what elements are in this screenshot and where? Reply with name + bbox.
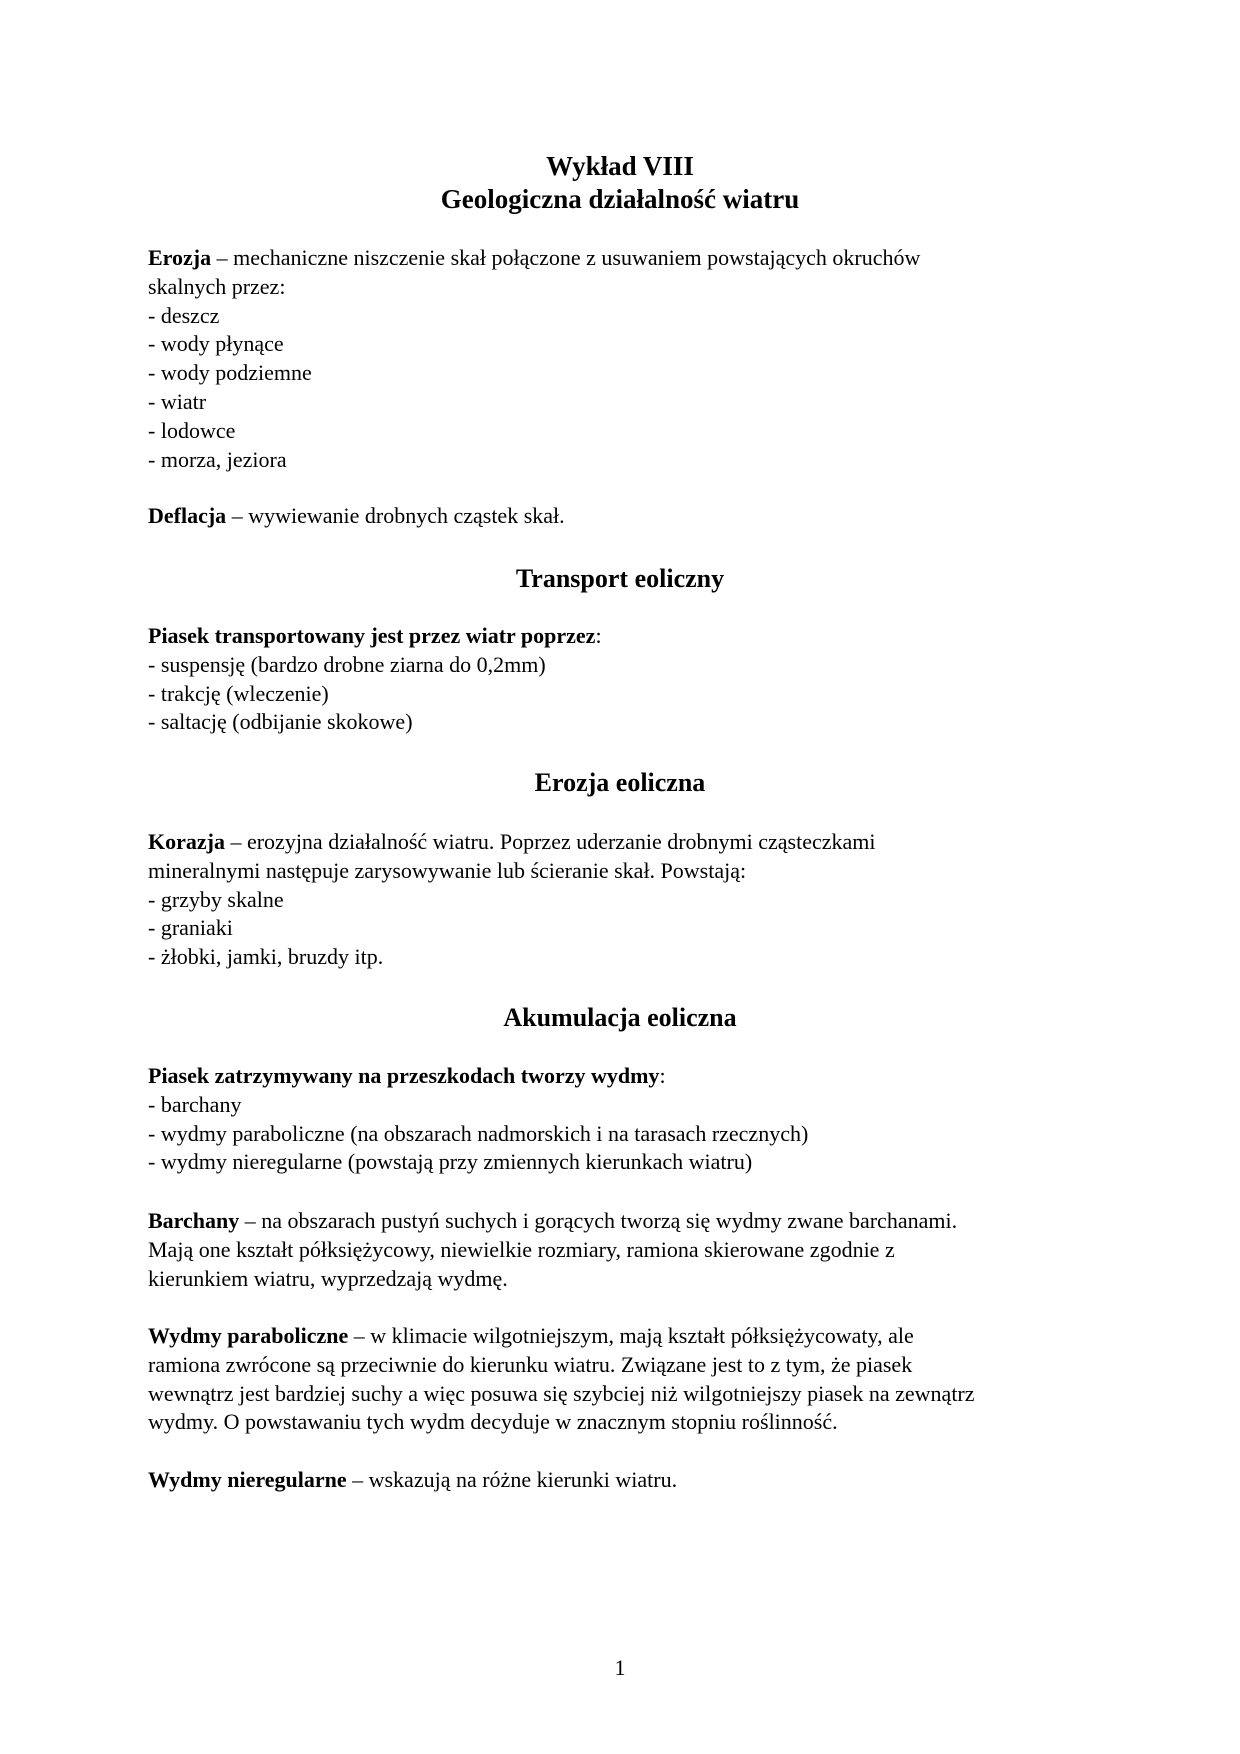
- nieregularne-line: [148, 1466, 1108, 1495]
- transport-section: [148, 622, 1108, 737]
- akumulacja-heading: Akumulacja eoliczna: [503, 1003, 737, 1032]
- nieregularne-section: [148, 1466, 1108, 1495]
- list-item: - wody podziemne: [148, 360, 312, 386]
- nieregularne-term: Wydmy nieregularne: [148, 1467, 347, 1492]
- barchany-line-3: kierunkiem wiatru, wyprzedzają wydmę.: [148, 1265, 508, 1291]
- korazja-section: [148, 828, 1108, 972]
- barchany-section: [148, 1207, 1108, 1293]
- paraboliczne-section: [148, 1322, 1108, 1437]
- list-item: - grzyby skalne: [148, 886, 284, 912]
- erozja-definition-line-2: skalnych przez:: [148, 273, 286, 299]
- paraboliczne-line-4: wydmy. O powstawaniu tych wydm decyduje w znacznym stopniu roślinność.: [148, 1409, 838, 1435]
- deflacja-section: [148, 502, 1108, 531]
- korazja-definition-text: – erozyjna działalność wiatru. Poprzez uderzanie drobnymi cząsteczkami: [224, 829, 876, 854]
- akumulacja-lead-text: Piasek zatrzymywany na przeszkodach tworzy wydmy: [148, 1063, 660, 1088]
- paraboliczne-text: – w klimacie wilgotniejszym, mają kształt półksiężycowaty, ale: [348, 1323, 914, 1348]
- list-item: - suspensję (bardzo drobne ziarna do 0,2mm): [148, 651, 546, 677]
- list-item: - wydmy nieregularne (powstają przy zmiennych kierunkach wiatru): [148, 1149, 753, 1175]
- korazja-term: Korazja: [148, 829, 225, 854]
- korazja-definition-line-2: mineralnymi następuje zarysowywanie lub ścieranie skał. Powstają:: [148, 857, 747, 883]
- deflacja-definition: [148, 502, 1108, 531]
- deflacja-definition-text: – wywiewanie drobnych cząstek skał.: [226, 503, 565, 528]
- list-item: - trakcję (wleczenie): [148, 680, 329, 706]
- erozja-definition-text: – mechaniczne niszczenie skał połączone z usuwaniem powstających okruchów: [211, 245, 921, 270]
- akumulacja-lead: [148, 1062, 1108, 1091]
- transport-lead-text: Piasek transportowany jest przez wiatr poprzez: [148, 623, 596, 648]
- list-item: - żłobki, jamki, bruzdy itp.: [148, 944, 384, 970]
- barchany-line-2: Mają one kształt półksiężycowy, niewielkie rozmiary, ramiona skierowane zgodnie z: [148, 1236, 895, 1262]
- transport-lead-colon: :: [595, 623, 602, 648]
- erozja-definition-line: [148, 244, 1108, 273]
- erozja-section: [148, 244, 1108, 474]
- list-item: - wydmy paraboliczne (na obszarach nadmorskich i na tarasach rzecznych): [148, 1120, 809, 1146]
- list-item: - deszcz: [148, 302, 220, 328]
- paraboliczne-line: [148, 1322, 1108, 1351]
- page-number: 1: [614, 1655, 626, 1680]
- barchany-term: Barchany: [148, 1208, 240, 1233]
- list-item: - wody płynące: [148, 331, 284, 357]
- paraboliczne-line-2: ramiona zwrócone są przeciwnie do kierunku wiatru. Związane jest to z tym, że piasek: [148, 1351, 913, 1377]
- list-item: - wiatr: [148, 388, 207, 414]
- erozja-term: Erozja: [148, 245, 212, 270]
- transport-heading: Transport eoliczny: [515, 564, 725, 593]
- akumulacja-section: [148, 1062, 1108, 1177]
- list-item: - graniaki: [148, 915, 233, 941]
- erozja-eoliczna-heading: Erozja eoliczna: [534, 768, 706, 797]
- list-item: - morza, jeziora: [148, 446, 287, 472]
- korazja-definition-line: [148, 828, 1108, 857]
- list-item: - lodowce: [148, 417, 236, 443]
- barchany-line: [148, 1207, 1108, 1236]
- list-item: - barchany: [148, 1091, 242, 1117]
- paraboliczne-term: Wydmy paraboliczne: [148, 1323, 349, 1348]
- nieregularne-text: – wskazują na różne kierunki wiatru.: [346, 1467, 678, 1492]
- barchany-text: – na obszarach pustyń suchych i gorących tworzą się wydmy zwane barchanami.: [239, 1208, 958, 1233]
- deflacja-term: Deflacja: [148, 503, 227, 528]
- list-item: - saltację (odbijanie skokowe): [148, 709, 413, 735]
- lecture-title: Wykład VIII: [546, 151, 694, 181]
- lecture-subtitle: Geologiczna działalność wiatru: [440, 184, 800, 214]
- transport-lead: [148, 622, 1108, 651]
- akumulacja-lead-colon: :: [659, 1063, 666, 1088]
- paraboliczne-line-3: wewnątrz jest bardziej suchy a więc posuwa się szybciej niż wilgotniejszy piasek na zewnątrz: [148, 1380, 975, 1406]
